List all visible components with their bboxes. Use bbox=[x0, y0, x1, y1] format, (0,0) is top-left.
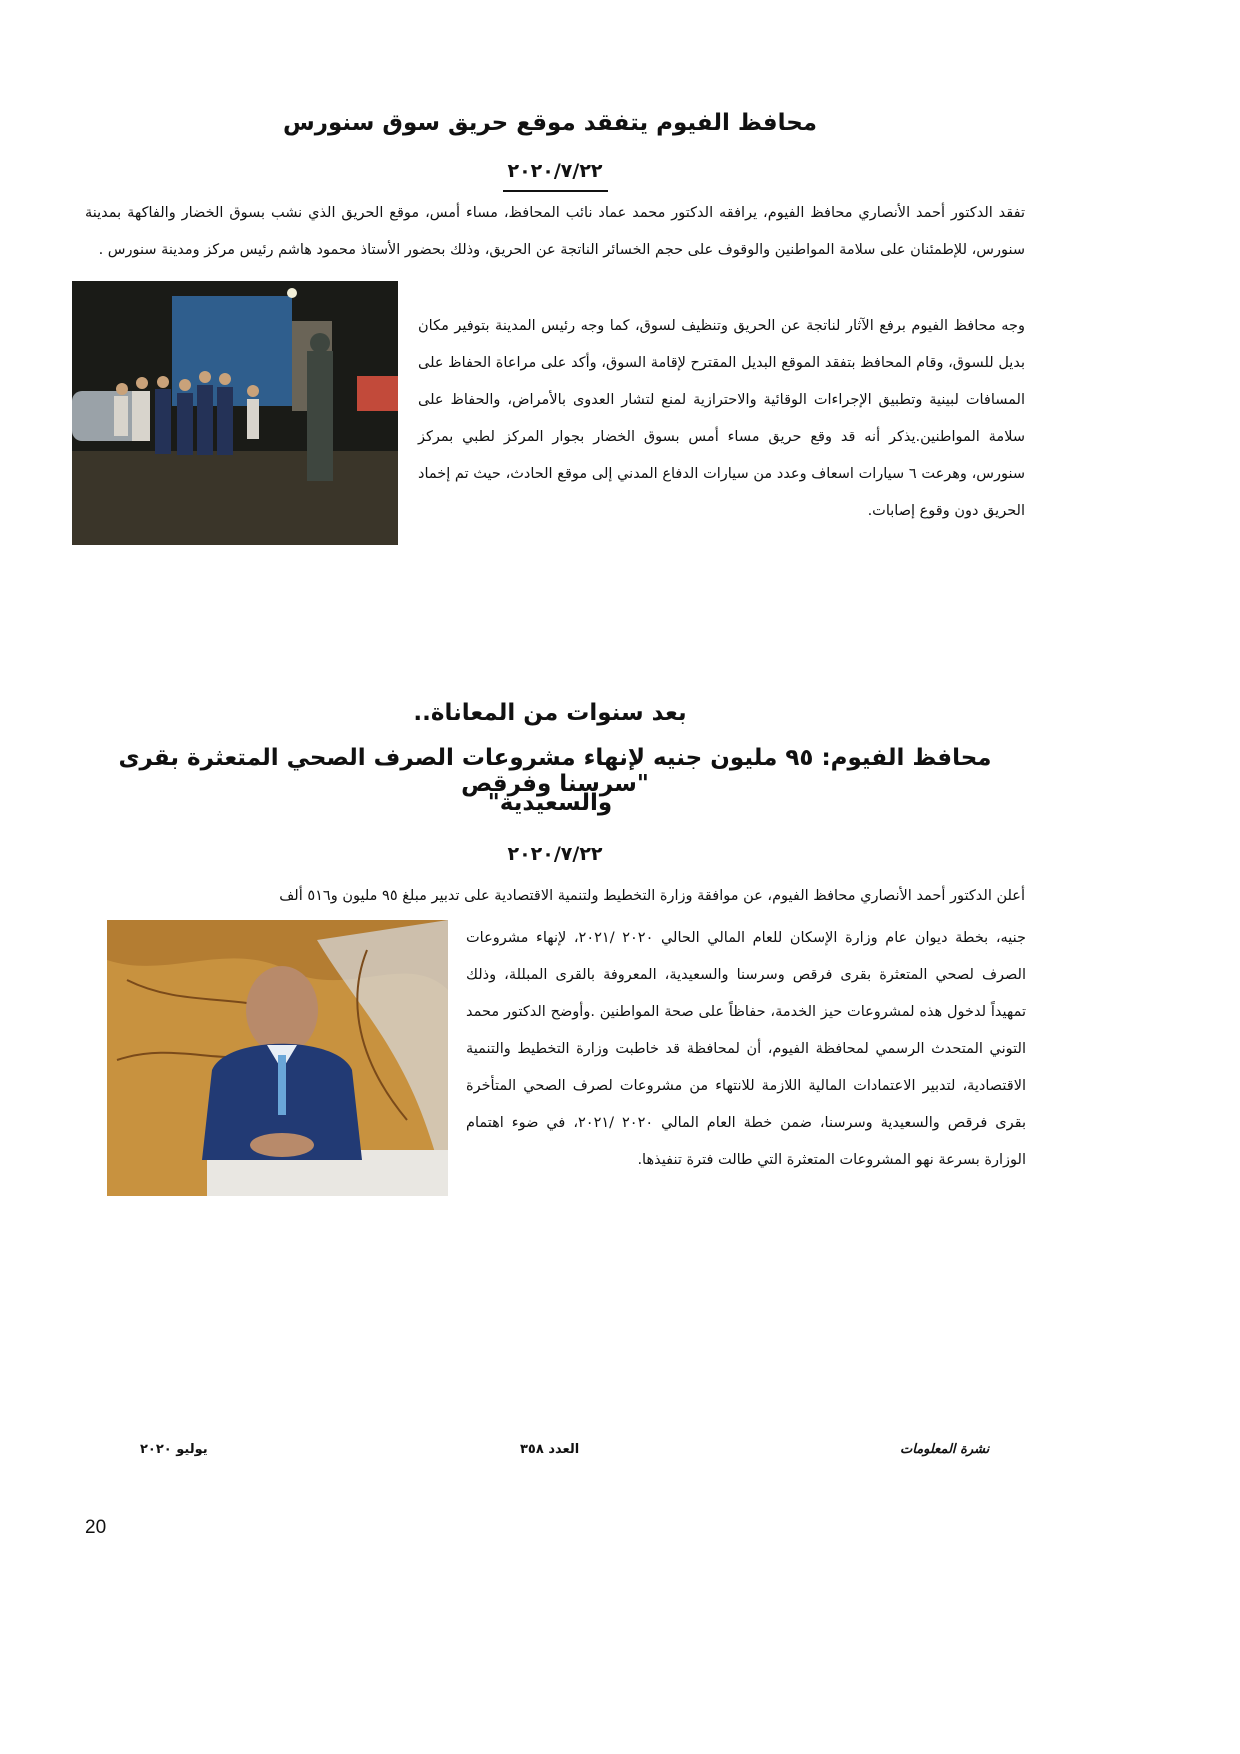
article2-photo bbox=[107, 920, 448, 1196]
article1-date: ٢٠٢٠/٧/٢٢ bbox=[507, 160, 603, 182]
footer-publication: نشرة المعلومات bbox=[900, 1442, 990, 1457]
article1-intro-paragraph: تفقد الدكتور أحمد الأنصاري محافظ الفيوم، يرافقه الدكتور محمد عماد نائب المحافظ، مساء أمس، موقع الحريق الذي نشب بسوق الخضار والفاكهة بمدينة سنورس، للإطمئنان على سلامة المواطنين والوقوف على حجم الخسائر الناتجة عن الحريق، وذلك بحضور الأستاذ محمود هاشم رئيس مركز ومدينة سنورس . bbox=[85, 205, 1025, 258]
article1-photo bbox=[72, 281, 398, 545]
article2-intro-paragraph: أعلن الدكتور أحمد الأنصاري محافظ الفيوم، عن موافقة وزارة التخطيط ولتنمية الاقتصادية على تدبير مبلغ ٩٥ مليون و٥١٦ ألف bbox=[279, 888, 1025, 904]
article2-kicker: بعد سنوات من المعاناة.. bbox=[413, 700, 687, 726]
footer-issue: العدد ٣٥٨ bbox=[520, 1442, 580, 1457]
article2-date: ٢٠٢٠/٧/٢٢ bbox=[507, 843, 603, 865]
page-number: 20 bbox=[85, 1517, 107, 1538]
article2-title-line1: محافظ الفيوم: ٩٥ مليون جنيه لإنهاء مشروعات الصرف الصحي المتعثرة بقرى "سرسنا وفرقص bbox=[118, 745, 992, 797]
article1-date-underline bbox=[503, 190, 608, 192]
article1-body-paragraph: وجه محافظ الفيوم برفع الآثار لناتجة عن الحريق وتنظيف لسوق، كما وجه رئيس المدينة بتوفير مكان بديل للسوق، وقام المحافظ بتفقد الموقع البديل المقترح لإقامة السوق، وأكد على مراعاة الحفاظ على المسافات لبينية وتطبيق الإجراءات الوقائية والاحترازية لمنع لتشار العدوى بالأمراض، والحفاظ على سلامة المواطنين.يذكر أنه قد وقع حريق مساء أمس بسوق الخضار بجوار المركز لطبي بمركز سنورس، وهرعت ٦ سيارات اسعاف وعدد من سيارات الدفاع المدني إلى موقع الحادث، حيث تم إخماد الحريق دون وقوع إصابات. bbox=[418, 318, 1025, 519]
article1-title: محافظ الفيوم يتفقد موقع حريق سوق سنورس bbox=[282, 110, 818, 136]
article2-body-paragraph: جنيه، بخطة ديوان عام وزارة الإسكان للعام المالي الحالي ٢٠٢٠ /٢٠٢١، لإنهاء مشروعات الصرف لصحي المتعثرة بقرى فرقص وسرسنا والسعيدية، المعروفة بالقرى المبللة، وذلك تمهيداً لدخول هذه لمشروعات حيز الخدمة، حفاظاً على صحة المواطنين .وأوضح الدكتور محمد التوني المتحدث الرسمي لمحافظة الفيوم، أن لمحافظة قد خاطبت وزارة التخطيط والتنمية الاقتصادية، لتدبير الاعتمادات المالية اللازمة للانتهاء من مشروعات لصرف الصحي المتأخرة بقرى فرقص والسعيدية وسرسنا، ضمن خطة العام المالي ٢٠٢٠ /٢٠٢١، في ضوء اهتمام الوزارة بسرعة نهو المشروعات المتعثرة التي طالت فترة تنفيذها. bbox=[466, 930, 1026, 1168]
footer-date: يوليو ٢٠٢٠ bbox=[140, 1442, 208, 1457]
article2-title-line2: والسعيدية" bbox=[487, 790, 613, 816]
